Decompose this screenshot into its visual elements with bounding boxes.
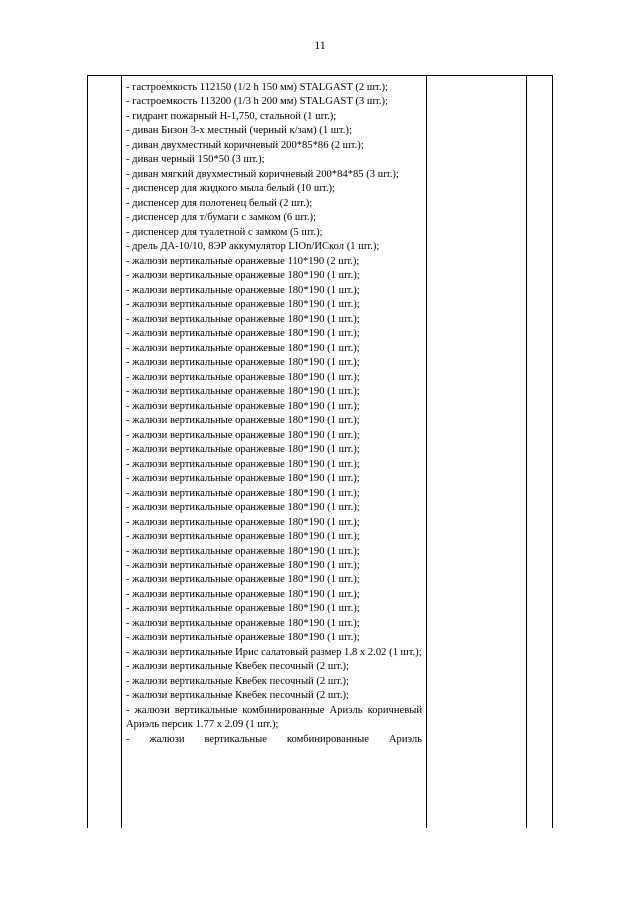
list-item: - жалюзи вертикальные оранжевые 180*190 (1 шт.);: [126, 313, 360, 325]
list-item: - жалюзи вертикальные оранжевые 180*190 (1 шт.);: [126, 342, 360, 354]
list-item: - жалюзи вертикальные оранжевые 180*190 (1 шт.);: [126, 284, 360, 296]
list-item: - жалюзи вертикальные комбинированные Ариэль: [126, 733, 422, 745]
list-item: - жалюзи вертикальные комбинированные Ариэль коричневый Ариэль персик 1.77 х 2.09 (1 шт.);: [126, 704, 422, 731]
list-item: - диспенсер для туалетной с замком (5 шт.);: [126, 226, 323, 238]
list-item: - жалюзи вертикальные оранжевые 180*190 (1 шт.);: [126, 617, 360, 629]
list-item: - жалюзи вертикальные оранжевые 180*190 (1 шт.);: [126, 328, 360, 340]
list-item: - жалюзи вертикальные оранжевые 180*190 (1 шт.);: [126, 603, 360, 615]
list-item: - диван двухместный коричневый 200*85*86 (2 шт.);: [126, 139, 364, 151]
column-divider: [426, 76, 427, 828]
list-item: - жалюзи вертикальные оранжевые 180*190 (1 шт.);: [126, 299, 360, 311]
page-number: 11: [314, 38, 326, 52]
list-item: - диспенсер для т/бумаги с замком (6 шт.);: [126, 212, 316, 224]
list-item: - жалюзи вертикальные Квебек песочный (2 шт.);: [126, 690, 349, 702]
inventory-table: [87, 75, 553, 828]
column-divider: [121, 76, 122, 828]
list-item: - жалюзи вертикальные оранжевые 180*190 (1 шт.);: [126, 429, 360, 441]
list-item: - жалюзи вертикальные оранжевые 180*190 (1 шт.);: [126, 632, 360, 644]
list-item: - жалюзи вертикальные оранжевые 180*190 (1 шт.);: [126, 516, 360, 528]
list-item: - жалюзи вертикальные оранжевые 180*190 (1 шт.);: [126, 371, 360, 383]
list-item: - жалюзи вертикальные оранжевые 180*190 (1 шт.);: [126, 473, 360, 485]
list-item: - жалюзи вертикальные Квебек песочный (2 шт.);: [126, 675, 349, 687]
list-item: - жалюзи вертикальные Квебек песочный (2 шт.);: [126, 661, 349, 673]
list-item: - жалюзи вертикальные оранжевые 180*190 (1 шт.);: [126, 531, 360, 543]
list-item: - диван мягкий двухместный коричневый 200*84*85 (3 шт.);: [126, 168, 399, 180]
list-item: - гастроемкость 112150 (1/2 h 150 мм) STALGAST (2 шт.);: [126, 82, 388, 93]
list-item: - жалюзи вертикальные оранжевые 180*190 (1 шт.);: [126, 545, 360, 557]
list-item: - жалюзи вертикальные оранжевые 180*190 (1 шт.);: [126, 458, 360, 470]
column-divider: [526, 76, 527, 828]
list-item: - гастроемкость 113200 (1/3 h 200 мм) STALGAST (3 шт.);: [126, 96, 388, 108]
list-item: - жалюзи вертикальные Ирис салатовый размер 1.8 х 2.02 (1 шт.);: [126, 646, 422, 658]
list-item: - жалюзи вертикальные оранжевые 180*190 (1 шт.);: [126, 415, 360, 427]
list-item: - жалюзи вертикальные оранжевые 180*190 (1 шт.);: [126, 444, 360, 456]
list-item: - диспенсер для жидкого мыла белый (10 шт.);: [126, 183, 335, 195]
list-item: - гидрант пожарный Н-1,750, стальной (1 шт.);: [126, 110, 337, 122]
list-item: - диван Бизон 3-х местный (черный к/зам) (1 шт.);: [126, 125, 352, 137]
list-item: - дрель ДА-10/10, 8ЭР аккумулятор LIOn/ИСкол (1 шт.);: [126, 241, 380, 253]
list-item: - диван черный 150*50 (3 шт.);: [126, 154, 265, 166]
list-item: - жалюзи вертикальные оранжевые 180*190 (1 шт.);: [126, 357, 360, 369]
list-item: - жалюзи вертикальные оранжевые 180*190 (1 шт.);: [126, 574, 360, 586]
list-item: - жалюзи вертикальные оранжевые 110*190 (2 шт.);: [126, 255, 360, 267]
list-item: - диспенсер для полотенец белый (2 шт.);: [126, 197, 313, 209]
list-item: - жалюзи вертикальные оранжевые 180*190 (1 шт.);: [126, 588, 360, 600]
list-item: - жалюзи вертикальные оранжевые 180*190 (1 шт.);: [126, 270, 360, 282]
list-item: - жалюзи вертикальные оранжевые 180*190 (1 шт.);: [126, 502, 360, 514]
list-item: - жалюзи вертикальные оранжевые 180*190 (1 шт.);: [126, 559, 360, 571]
item-list: [126, 81, 422, 747]
list-item: - жалюзи вертикальные оранжевые 180*190 (1 шт.);: [126, 386, 360, 398]
list-item: - жалюзи вертикальные оранжевые 180*190 (1 шт.);: [126, 487, 360, 499]
list-item: - жалюзи вертикальные оранжевые 180*190 (1 шт.);: [126, 400, 360, 412]
